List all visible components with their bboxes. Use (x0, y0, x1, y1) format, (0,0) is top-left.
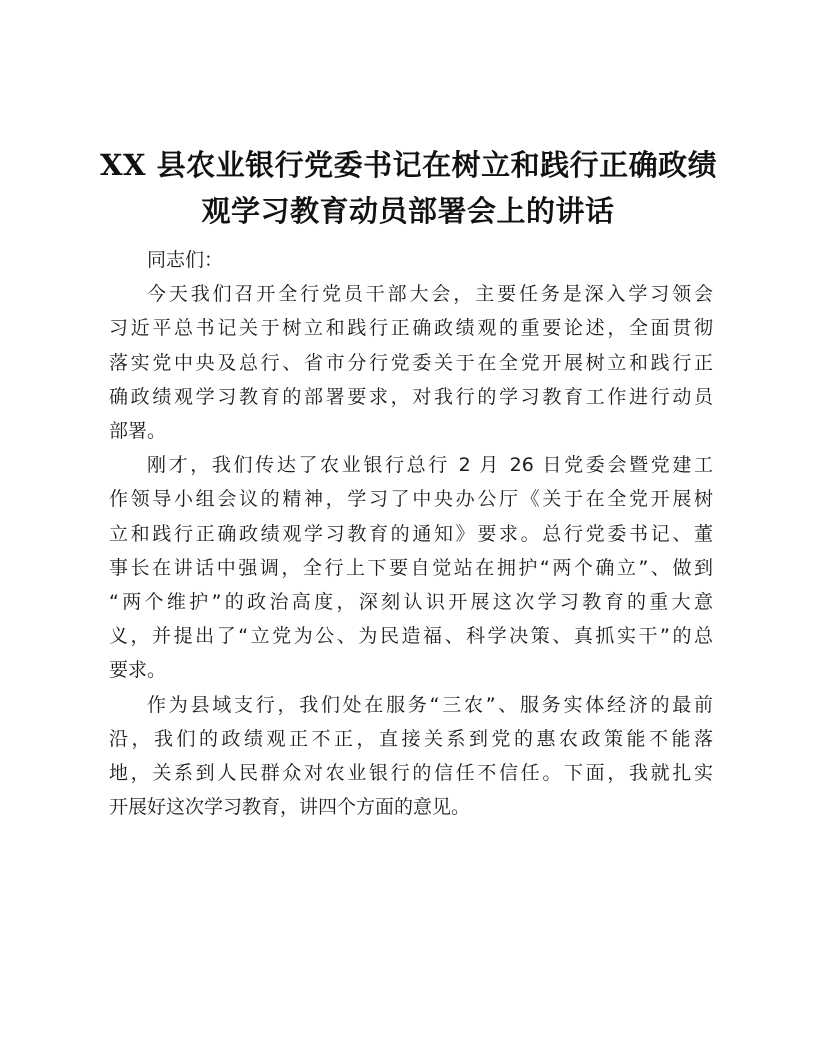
paragraph-3 (109, 688, 713, 825)
paragraph-line: 落实党中央及总行、省市分行党委关于在全党开展树立和践行正 (109, 351, 713, 374)
paragraph-line: 地，关系到人民群众对农业银行的信任不信任。下面，我就扎实 (109, 762, 713, 785)
paragraph-line: 沿，我们的政绩观正不正，直接关系到党的惠农政策能不能落 (109, 727, 713, 750)
salutation: 同志们： (147, 249, 224, 271)
paragraph-line: 习近平总书记关于树立和践行正确政绩观的重要论述，全面贯彻 (109, 317, 713, 340)
paragraph-2 (109, 448, 713, 687)
paragraph-line: 部署。 (109, 420, 167, 443)
paragraph-line: 确政绩观学习教育的部署要求，对我行的学习教育工作进行动员 (109, 385, 713, 408)
paragraph-line: 作领导小组会议的精神，学习了中央办公厅《关于在全党开展树 (109, 488, 713, 511)
paragraph-1 (109, 277, 713, 448)
paragraph-line: 义，并提出了“立党为公、为民造福、科学决策、真抓实干”的总 (109, 625, 713, 648)
paragraph-line: 立和践行正确政绩观学习教育的通知》要求。总行党委书记、董 (109, 522, 713, 545)
paragraph-line: 开展好这次学习教育，讲四个方面的意见。 (109, 796, 471, 819)
paragraph-line: 事长在讲话中强调，全行上下要自觉站在拥护“两个确立”、做到 (109, 556, 713, 579)
document-body (109, 243, 713, 824)
paragraph-line: “两个维护”的政治高度，深刻认识开展这次学习教育的重大意 (109, 591, 713, 614)
paragraph-line: 作为县域支行，我们处在服务“三农”、服务实体经济的最前 (147, 693, 713, 716)
title-line-2: 观学习教育动员部署会上的讲话 (201, 194, 615, 228)
document-title (100, 142, 716, 234)
title-line-1: XX 县农业银行党委书记在树立和践行正确政绩 (100, 148, 718, 182)
paragraph-line: 刚才，我们传达了农业银行总行 2 月 26 日党委会暨党建工 (147, 454, 713, 477)
paragraph-line: 要求。 (109, 659, 167, 682)
paragraph-line: 今天我们召开全行党员干部大会，主要任务是深入学习领会 (147, 283, 713, 306)
